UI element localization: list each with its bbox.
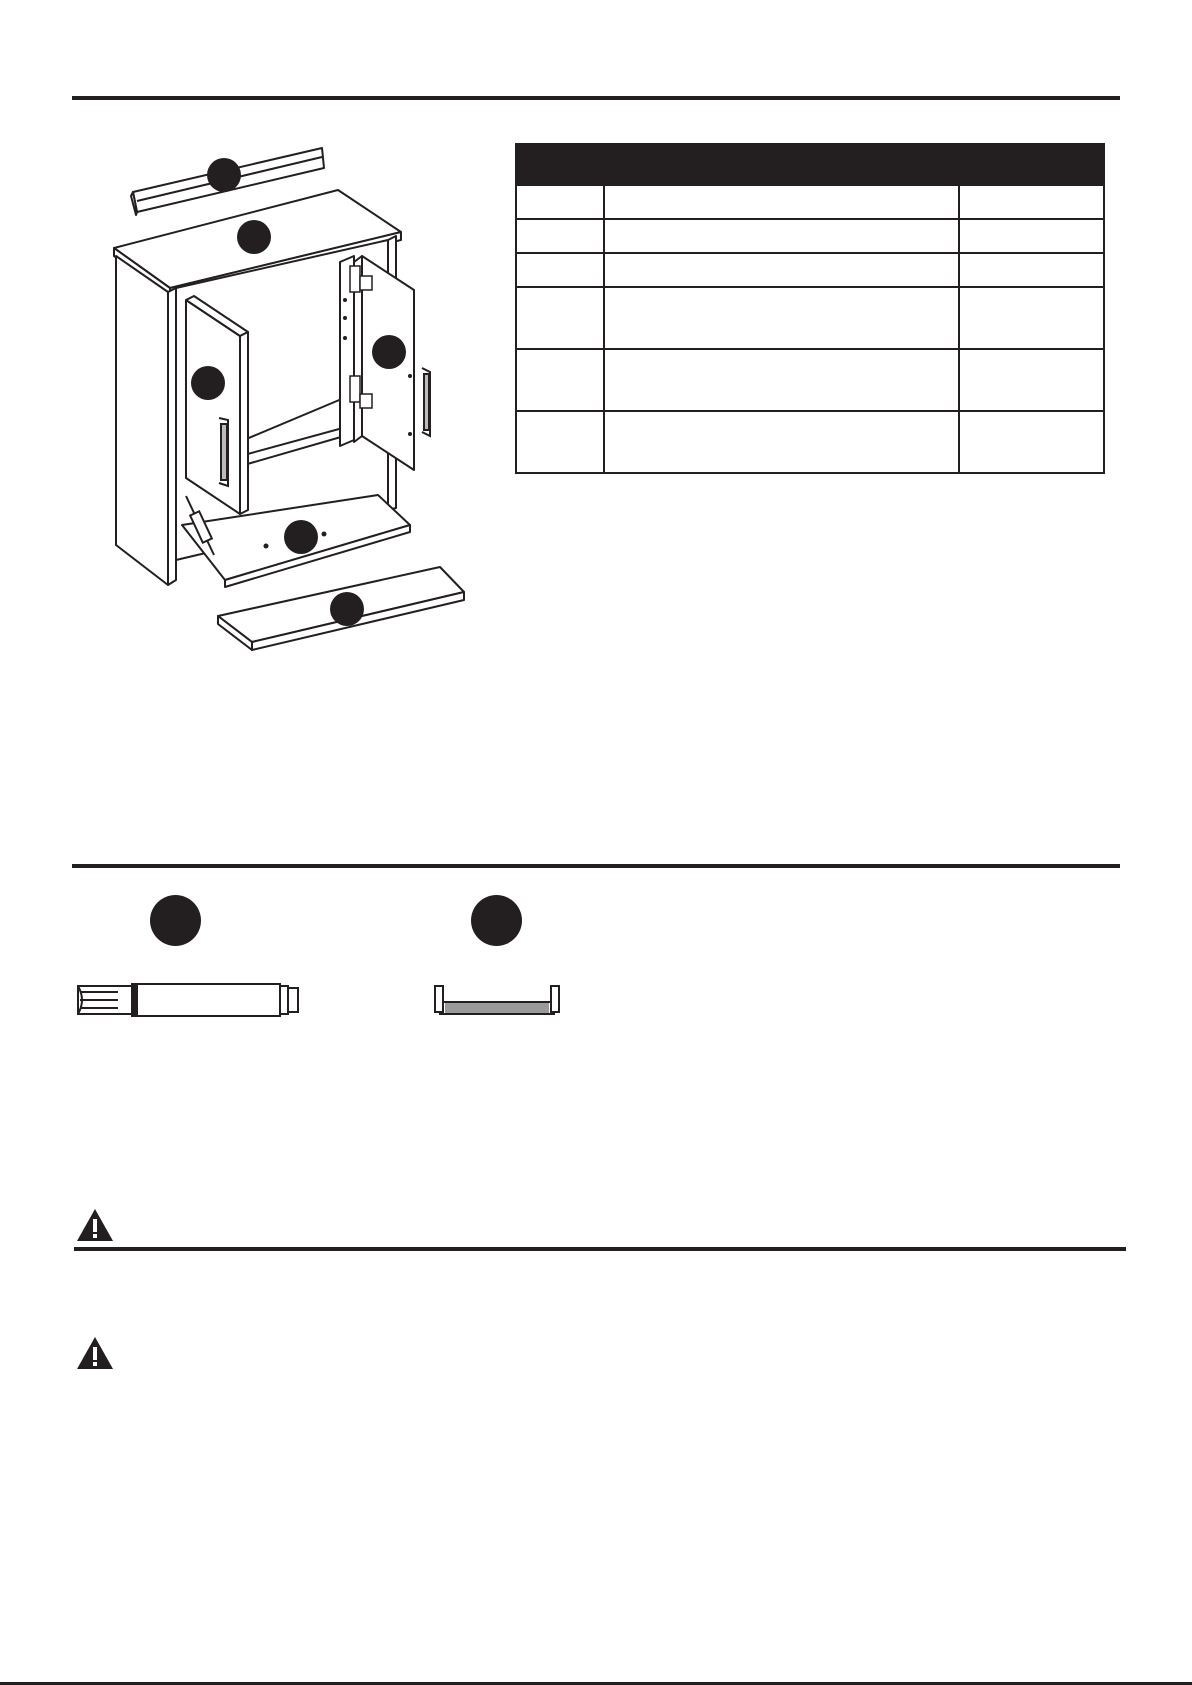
table-row — [516, 349, 1104, 411]
quantity-cell — [959, 219, 1104, 253]
table-row — [516, 185, 1104, 219]
description-cell — [604, 287, 959, 349]
quantity-cell — [959, 253, 1104, 287]
description-cell — [604, 185, 959, 219]
gas-strut-illustration — [76, 982, 306, 1022]
part-cell — [516, 219, 604, 253]
hardware-section-rule — [72, 864, 1120, 868]
description-cell — [604, 349, 959, 411]
cabinet-exploded-illustration — [105, 135, 585, 695]
parts-table-header — [516, 144, 1104, 185]
hardware-badge-a — [150, 895, 201, 946]
part-cell — [516, 349, 604, 411]
warning-triangle-icon — [75, 1335, 115, 1371]
quantity-cell — [959, 185, 1104, 219]
warning-triangle-icon — [75, 1207, 115, 1243]
description-cell — [604, 411, 959, 473]
quantity-cell — [959, 287, 1104, 349]
table-row — [516, 287, 1104, 349]
header-description — [604, 144, 959, 185]
description-cell — [604, 253, 959, 287]
hardware-badge-b — [471, 895, 522, 946]
parts-list-table — [515, 143, 1105, 474]
table-row — [516, 411, 1104, 473]
quantity-cell — [959, 411, 1104, 473]
handle-illustration — [432, 982, 562, 1022]
safety-section-rule — [74, 1247, 1126, 1251]
part-cell — [516, 185, 604, 219]
table-row — [516, 253, 1104, 287]
part-cell — [516, 287, 604, 349]
quantity-cell — [959, 349, 1104, 411]
header-part — [516, 144, 604, 185]
part-cell — [516, 411, 604, 473]
header-quantity — [959, 144, 1104, 185]
top-section-rule — [72, 96, 1120, 100]
table-row — [516, 219, 1104, 253]
part-cell — [516, 253, 604, 287]
description-cell — [604, 219, 959, 253]
